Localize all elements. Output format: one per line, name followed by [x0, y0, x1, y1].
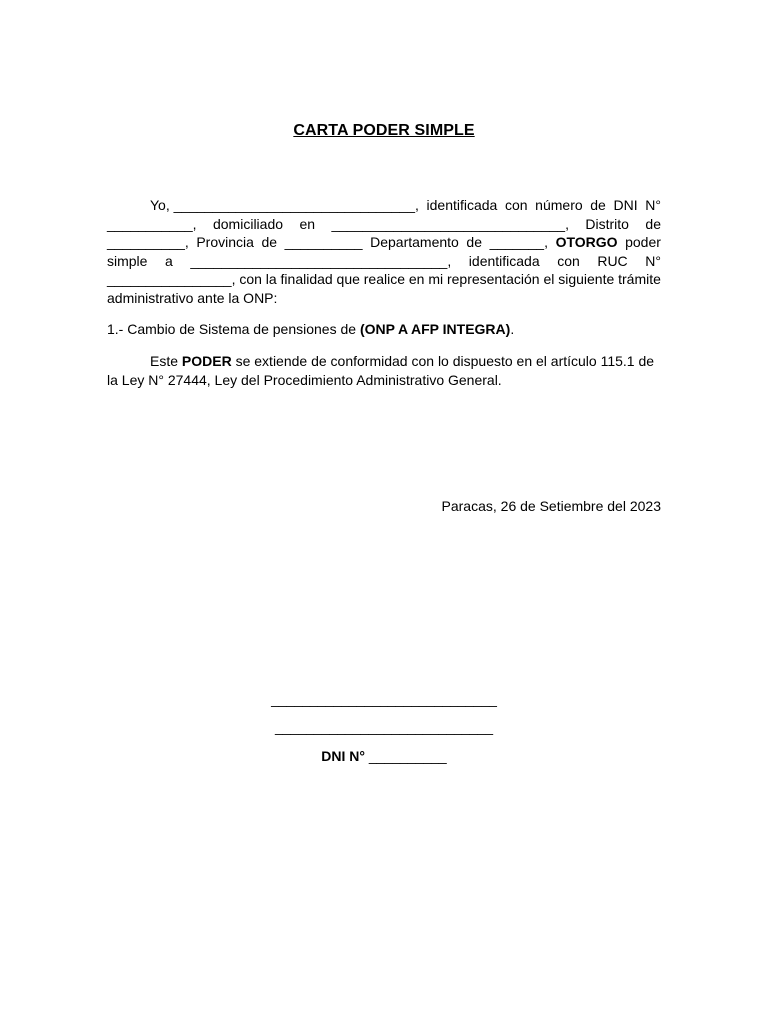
procedure-item	[107, 320, 661, 339]
legal-basis-line-2: la Ley N° 27444, Ley del Procedimiento Administrativo General.	[107, 372, 502, 388]
paragraph-grant-line	[107, 215, 661, 234]
paragraph-grant-line	[107, 270, 661, 289]
paragraph-grant-word: Distrito	[585, 215, 629, 232]
paragraph-grant-word: _________________________________,	[190, 252, 452, 269]
paragraph-grant-word: realice	[363, 271, 406, 288]
paragraph-grant-line	[107, 233, 661, 252]
paragraph-legal-basis	[107, 352, 661, 390]
paragraph-grant-line	[107, 289, 661, 308]
paragraph-grant-word: RUC	[597, 252, 628, 269]
document-title: CARTA PODER SIMPLE	[293, 122, 475, 139]
paragraph-grant-word: Yo, _______________________________,	[150, 197, 419, 213]
legal-basis-line-1	[107, 352, 661, 371]
paragraph-grant-word: con	[239, 271, 262, 288]
paragraph-grant-word: representación	[446, 271, 540, 288]
procedure-item-bold: (ONP A AFP INTEGRA)	[359, 321, 511, 337]
paragraph-grant-word: _______,	[489, 234, 548, 251]
paragraph-grant-word: de	[645, 215, 661, 232]
paragraph-grant-word: en	[408, 271, 425, 288]
dni-signature-line	[0, 747, 768, 766]
procedure-item-suffix: .	[510, 321, 515, 337]
paragraph-grant-word: __________	[284, 234, 363, 251]
paragraph-grant-word: N°	[645, 197, 661, 213]
paragraph-grant-word: número	[535, 197, 583, 213]
paragraph-grant-word: ______________________________,	[331, 215, 569, 232]
paragraph-grant-word: domiciliado	[212, 215, 284, 232]
legal-basis-rest: se extiende de conformidad con lo dispuesto en el artículo 115.1 de	[231, 353, 655, 369]
paragraph-grant-word: OTORGO	[555, 234, 618, 251]
place-date: Paracas, 26 de Setiembre del 2023	[441, 498, 661, 514]
paragraph-grant-line	[107, 252, 661, 271]
paragraph-grant-word: el	[543, 271, 555, 288]
procedure-item-text: 1.- Cambio de Sistema de pensiones de	[107, 321, 360, 337]
paragraph-grant-word: Departamento	[370, 234, 459, 251]
paragraph-grant-word: mi	[428, 271, 444, 288]
dni-blank: __________	[364, 748, 447, 764]
paragraph-grant-word: de	[590, 197, 606, 213]
paragraph-grant-word: la	[265, 271, 277, 288]
paragraph-grant-word: finalidad	[280, 271, 333, 288]
paragraph-grant-word: siguiente	[558, 271, 615, 288]
paragraph-grant-word: a	[165, 252, 173, 269]
legal-basis-bold: PODER	[181, 353, 232, 369]
dni-label: DNI N°	[321, 748, 365, 764]
paragraph-grant-word: simple	[107, 252, 148, 269]
paragraph-grant-word: administrativo ante la ONP:	[107, 289, 278, 306]
paragraph-grant-word: Provincia	[196, 234, 254, 251]
paragraph-grant-word: __________,	[107, 234, 189, 251]
paragraph-grant-word: de	[466, 234, 482, 251]
paragraph-grant-word: identificada	[426, 197, 498, 213]
paragraph-grant	[107, 196, 661, 308]
paragraph-grant-word: de	[261, 234, 278, 251]
paragraph-grant-word: N°	[645, 252, 661, 269]
legal-basis-prefix: Este	[150, 353, 182, 369]
paragraph-grant-word: identificada	[468, 252, 540, 269]
paragraph-grant-word: ________________,	[107, 271, 236, 288]
paragraph-grant-word: en	[299, 215, 316, 232]
paragraph-grant-word: con	[504, 197, 528, 213]
name-line: ____________________________	[274, 719, 493, 735]
paragraph-grant-line	[107, 196, 661, 215]
signature-line: _____________________________	[271, 691, 497, 707]
paragraph-grant-word: trámite	[618, 271, 661, 288]
paragraph-grant-word: poder	[625, 234, 661, 251]
paragraph-grant-word: ___________,	[107, 215, 197, 232]
paragraph-grant-word: DNI	[613, 197, 638, 213]
paragraph-grant-word: con	[557, 252, 580, 269]
paragraph-grant-word: que	[336, 271, 360, 288]
